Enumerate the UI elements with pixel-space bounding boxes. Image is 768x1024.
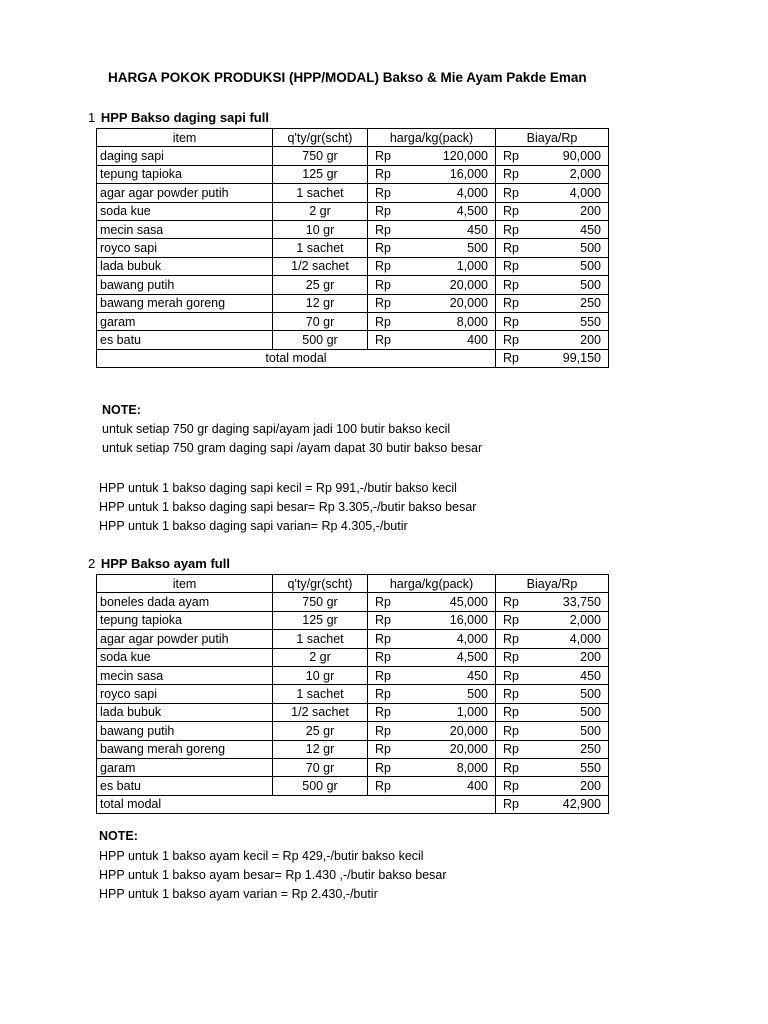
currency-label: Rp xyxy=(503,668,519,683)
item-biaya xyxy=(496,740,609,758)
currency-label: Rp xyxy=(375,296,391,311)
currency-label: Rp xyxy=(375,332,391,347)
currency-label: Rp xyxy=(375,259,391,274)
biaya-value: 500 xyxy=(580,705,601,720)
biaya-value: 500 xyxy=(580,277,601,292)
item-qty: 500 gr xyxy=(273,777,368,795)
item-harga xyxy=(368,312,496,330)
currency-label: Rp xyxy=(375,185,391,200)
item-biaya xyxy=(496,239,609,257)
item-name: bawang putih xyxy=(97,276,273,294)
harga-value: 20,000 xyxy=(449,742,488,757)
section1-note-label: NOTE: xyxy=(102,403,141,417)
section2-title: HPP Bakso ayam full xyxy=(100,556,230,571)
total-label: total modal xyxy=(97,795,496,813)
biaya-value: 550 xyxy=(580,760,601,775)
item-harga xyxy=(368,758,496,776)
biaya-value: 2,000 xyxy=(569,167,601,182)
biaya-value: 4,000 xyxy=(569,631,601,646)
currency-label: Rp xyxy=(503,167,519,182)
item-qty: 10 gr xyxy=(273,666,368,684)
biaya-value: 250 xyxy=(580,742,601,757)
item-qty: 750 gr xyxy=(273,593,368,611)
item-qty: 2 gr xyxy=(273,648,368,666)
currency-label: Rp xyxy=(503,222,519,237)
currency-label: Rp xyxy=(503,723,519,738)
total-value: 99,150 xyxy=(562,351,601,366)
currency-label: Rp xyxy=(375,167,391,182)
currency-label: Rp xyxy=(375,778,391,793)
currency-label: Rp xyxy=(503,296,519,311)
item-qty: 1 sachet xyxy=(273,184,368,202)
currency-label: Rp xyxy=(375,595,391,610)
currency-label: Rp xyxy=(503,631,519,646)
currency-label: Rp xyxy=(375,650,391,665)
section1-hpp-1: HPP untuk 1 bakso daging sapi kecil = Rp 991,-/butir bakso kecil xyxy=(99,481,457,495)
currency-label: Rp xyxy=(375,314,391,329)
item-biaya xyxy=(496,147,609,165)
total-label: total modal xyxy=(97,349,496,367)
item-biaya xyxy=(496,202,609,220)
currency-label: Rp xyxy=(503,705,519,720)
item-harga xyxy=(368,630,496,648)
item-harga xyxy=(368,740,496,758)
table-row xyxy=(97,147,609,165)
currency-label: Rp xyxy=(375,687,391,702)
total-row xyxy=(97,349,609,367)
harga-value: 16,000 xyxy=(449,613,488,628)
total-value-cell xyxy=(496,349,609,367)
currency-label: Rp xyxy=(503,613,519,628)
biaya-value: 550 xyxy=(580,314,601,329)
item-qty: 125 gr xyxy=(273,165,368,183)
currency-label: Rp xyxy=(375,723,391,738)
biaya-value: 90,000 xyxy=(562,149,601,164)
header-qty: q'ty/gr(scht) xyxy=(273,575,368,593)
biaya-value: 500 xyxy=(580,259,601,274)
currency-label: Rp xyxy=(375,241,391,256)
item-name: tepung tapioka xyxy=(97,611,273,629)
table-row xyxy=(97,202,609,220)
item-name: royco sapi xyxy=(97,685,273,703)
item-name: soda kue xyxy=(97,648,273,666)
biaya-value: 500 xyxy=(580,687,601,702)
item-name: daging sapi xyxy=(97,147,273,165)
section1-number: 1 xyxy=(88,110,96,125)
table-row xyxy=(97,758,609,776)
item-biaya xyxy=(496,220,609,238)
biaya-value: 2,000 xyxy=(569,613,601,628)
item-qty: 500 gr xyxy=(273,331,368,349)
harga-value: 450 xyxy=(467,668,488,683)
item-biaya xyxy=(496,703,609,721)
item-qty: 2 gr xyxy=(273,202,368,220)
item-name: royco sapi xyxy=(97,239,273,257)
currency-label: Rp xyxy=(503,314,519,329)
item-harga xyxy=(368,666,496,684)
item-biaya xyxy=(496,312,609,330)
table-row xyxy=(97,312,609,330)
table-row xyxy=(97,294,609,312)
harga-value: 400 xyxy=(467,332,488,347)
item-name: garam xyxy=(97,312,273,330)
item-qty: 125 gr xyxy=(273,611,368,629)
item-qty: 12 gr xyxy=(273,294,368,312)
table-row xyxy=(97,165,609,183)
total-value: 42,900 xyxy=(562,797,601,812)
item-harga xyxy=(368,184,496,202)
biaya-value: 33,750 xyxy=(562,595,601,610)
item-qty: 25 gr xyxy=(273,722,368,740)
currency-label: Rp xyxy=(375,742,391,757)
item-name: lada bubuk xyxy=(97,703,273,721)
currency-label: Rp xyxy=(503,241,519,256)
harga-value: 120,000 xyxy=(442,149,488,164)
currency-label: Rp xyxy=(503,185,519,200)
item-biaya xyxy=(496,758,609,776)
item-harga xyxy=(368,648,496,666)
currency-label: Rp xyxy=(503,778,519,793)
item-harga xyxy=(368,276,496,294)
item-harga xyxy=(368,703,496,721)
harga-value: 500 xyxy=(467,687,488,702)
item-name: mecin sasa xyxy=(97,220,273,238)
header-biaya: Biaya/Rp xyxy=(496,129,609,147)
harga-value: 4,000 xyxy=(456,631,488,646)
item-name: agar agar powder putih xyxy=(97,184,273,202)
harga-value: 1,000 xyxy=(456,259,488,274)
header-harga: harga/kg(pack) xyxy=(368,575,496,593)
item-harga xyxy=(368,331,496,349)
item-biaya xyxy=(496,611,609,629)
item-harga xyxy=(368,722,496,740)
item-biaya xyxy=(496,630,609,648)
biaya-value: 450 xyxy=(580,222,601,237)
item-name: bawang putih xyxy=(97,722,273,740)
table-row xyxy=(97,611,609,629)
item-biaya xyxy=(496,722,609,740)
item-harga xyxy=(368,685,496,703)
harga-value: 4,500 xyxy=(456,204,488,219)
biaya-value: 200 xyxy=(580,332,601,347)
item-harga xyxy=(368,611,496,629)
table-row xyxy=(97,666,609,684)
currency-label: Rp xyxy=(503,650,519,665)
item-qty: 70 gr xyxy=(273,758,368,776)
table-row xyxy=(97,239,609,257)
harga-value: 20,000 xyxy=(449,723,488,738)
biaya-value: 450 xyxy=(580,668,601,683)
table-row xyxy=(97,630,609,648)
section1-title: HPP Bakso daging sapi full xyxy=(100,110,269,125)
currency-label: Rp xyxy=(503,687,519,702)
section2-note-label: NOTE: xyxy=(99,829,138,843)
table-row xyxy=(97,593,609,611)
harga-value: 450 xyxy=(467,222,488,237)
item-biaya xyxy=(496,184,609,202)
harga-value: 500 xyxy=(467,241,488,256)
currency-label: Rp xyxy=(503,259,519,274)
currency-label: Rp xyxy=(503,204,519,219)
item-name: tepung tapioka xyxy=(97,165,273,183)
biaya-value: 250 xyxy=(580,296,601,311)
harga-value: 1,000 xyxy=(456,705,488,720)
total-value-cell xyxy=(496,795,609,813)
header-biaya: Biaya/Rp xyxy=(496,575,609,593)
item-biaya xyxy=(496,593,609,611)
item-biaya xyxy=(496,165,609,183)
item-name: bawang merah goreng xyxy=(97,294,273,312)
section2-heading xyxy=(88,556,230,571)
section1-note-1: untuk setiap 750 gr daging sapi/ayam jadi 100 butir bakso kecil xyxy=(102,422,451,436)
currency-label: Rp xyxy=(375,204,391,219)
table-row xyxy=(97,184,609,202)
table-row xyxy=(97,722,609,740)
currency-label: Rp xyxy=(375,222,391,237)
item-name: es batu xyxy=(97,331,273,349)
harga-value: 4,000 xyxy=(456,185,488,200)
page-title: HARGA POKOK PRODUKSI (HPP/MODAL) Bakso & Mie Ayam Pakde Eman xyxy=(108,70,587,85)
table-row xyxy=(97,220,609,238)
item-name: boneles dada ayam xyxy=(97,593,273,611)
item-harga xyxy=(368,220,496,238)
currency-label: Rp xyxy=(375,149,391,164)
item-harga xyxy=(368,294,496,312)
harga-value: 45,000 xyxy=(449,595,488,610)
currency-label: Rp xyxy=(503,332,519,347)
item-qty: 750 gr xyxy=(273,147,368,165)
table-row xyxy=(97,777,609,795)
total-row xyxy=(97,795,609,813)
currency-label: Rp xyxy=(375,277,391,292)
section2-hpp-2: HPP untuk 1 bakso ayam besar= Rp 1.430 ,-/butir bakso besar xyxy=(99,868,447,882)
currency-label: Rp xyxy=(375,631,391,646)
section2-hpp-1: HPP untuk 1 bakso ayam kecil = Rp 429,-/butir bakso kecil xyxy=(99,849,424,863)
biaya-value: 200 xyxy=(580,204,601,219)
item-biaya xyxy=(496,648,609,666)
harga-value: 20,000 xyxy=(449,277,488,292)
item-biaya xyxy=(496,257,609,275)
item-harga xyxy=(368,165,496,183)
table-row xyxy=(97,331,609,349)
item-qty: 1 sachet xyxy=(273,239,368,257)
section2-table xyxy=(96,574,609,814)
item-name: bawang merah goreng xyxy=(97,740,273,758)
harga-value: 8,000 xyxy=(456,760,488,775)
item-qty: 10 gr xyxy=(273,220,368,238)
item-qty: 1 sachet xyxy=(273,685,368,703)
item-harga xyxy=(368,257,496,275)
item-qty: 1/2 sachet xyxy=(273,703,368,721)
item-name: mecin sasa xyxy=(97,666,273,684)
currency-label: Rp xyxy=(503,351,519,366)
biaya-value: 500 xyxy=(580,241,601,256)
item-name: lada bubuk xyxy=(97,257,273,275)
item-name: soda kue xyxy=(97,202,273,220)
item-biaya xyxy=(496,294,609,312)
currency-label: Rp xyxy=(375,613,391,628)
currency-label: Rp xyxy=(375,705,391,720)
table-row xyxy=(97,648,609,666)
item-qty: 1/2 sachet xyxy=(273,257,368,275)
item-name: garam xyxy=(97,758,273,776)
item-name: agar agar powder putih xyxy=(97,630,273,648)
harga-value: 4,500 xyxy=(456,650,488,665)
biaya-value: 200 xyxy=(580,778,601,793)
item-biaya xyxy=(496,777,609,795)
biaya-value: 200 xyxy=(580,650,601,665)
currency-label: Rp xyxy=(503,149,519,164)
biaya-value: 500 xyxy=(580,723,601,738)
currency-label: Rp xyxy=(375,668,391,683)
item-harga xyxy=(368,593,496,611)
item-harga xyxy=(368,777,496,795)
table-row xyxy=(97,703,609,721)
biaya-value: 4,000 xyxy=(569,185,601,200)
item-harga xyxy=(368,239,496,257)
item-biaya xyxy=(496,666,609,684)
currency-label: Rp xyxy=(503,797,519,812)
item-name: es batu xyxy=(97,777,273,795)
currency-label: Rp xyxy=(375,760,391,775)
section1-heading xyxy=(88,110,269,125)
item-qty: 12 gr xyxy=(273,740,368,758)
table-row xyxy=(97,685,609,703)
currency-label: Rp xyxy=(503,742,519,757)
currency-label: Rp xyxy=(503,760,519,775)
section1-note-2: untuk setiap 750 gram daging sapi /ayam dapat 30 butir bakso besar xyxy=(102,441,483,455)
header-item: item xyxy=(97,129,273,147)
item-harga xyxy=(368,202,496,220)
item-harga xyxy=(368,147,496,165)
section1-table xyxy=(96,128,609,368)
table-row xyxy=(97,257,609,275)
section1-hpp-2: HPP untuk 1 bakso daging sapi besar= Rp 3.305,-/butir bakso besar xyxy=(99,500,477,514)
header-qty: q'ty/gr(scht) xyxy=(273,129,368,147)
harga-value: 16,000 xyxy=(449,167,488,182)
harga-value: 400 xyxy=(467,778,488,793)
table-row xyxy=(97,740,609,758)
table-row xyxy=(97,276,609,294)
harga-value: 8,000 xyxy=(456,314,488,329)
header-harga: harga/kg(pack) xyxy=(368,129,496,147)
item-biaya xyxy=(496,685,609,703)
item-qty: 70 gr xyxy=(273,312,368,330)
header-item: item xyxy=(97,575,273,593)
item-biaya xyxy=(496,276,609,294)
section2-hpp-3: HPP untuk 1 bakso ayam varian = Rp 2.430,-/butir xyxy=(99,887,378,901)
section1-hpp-3: HPP untuk 1 bakso daging sapi varian= Rp 4.305,-/butir xyxy=(99,519,408,533)
harga-value: 20,000 xyxy=(449,296,488,311)
item-qty: 25 gr xyxy=(273,276,368,294)
currency-label: Rp xyxy=(503,277,519,292)
item-qty: 1 sachet xyxy=(273,630,368,648)
item-biaya xyxy=(496,331,609,349)
currency-label: Rp xyxy=(503,595,519,610)
section2-number: 2 xyxy=(88,556,96,571)
